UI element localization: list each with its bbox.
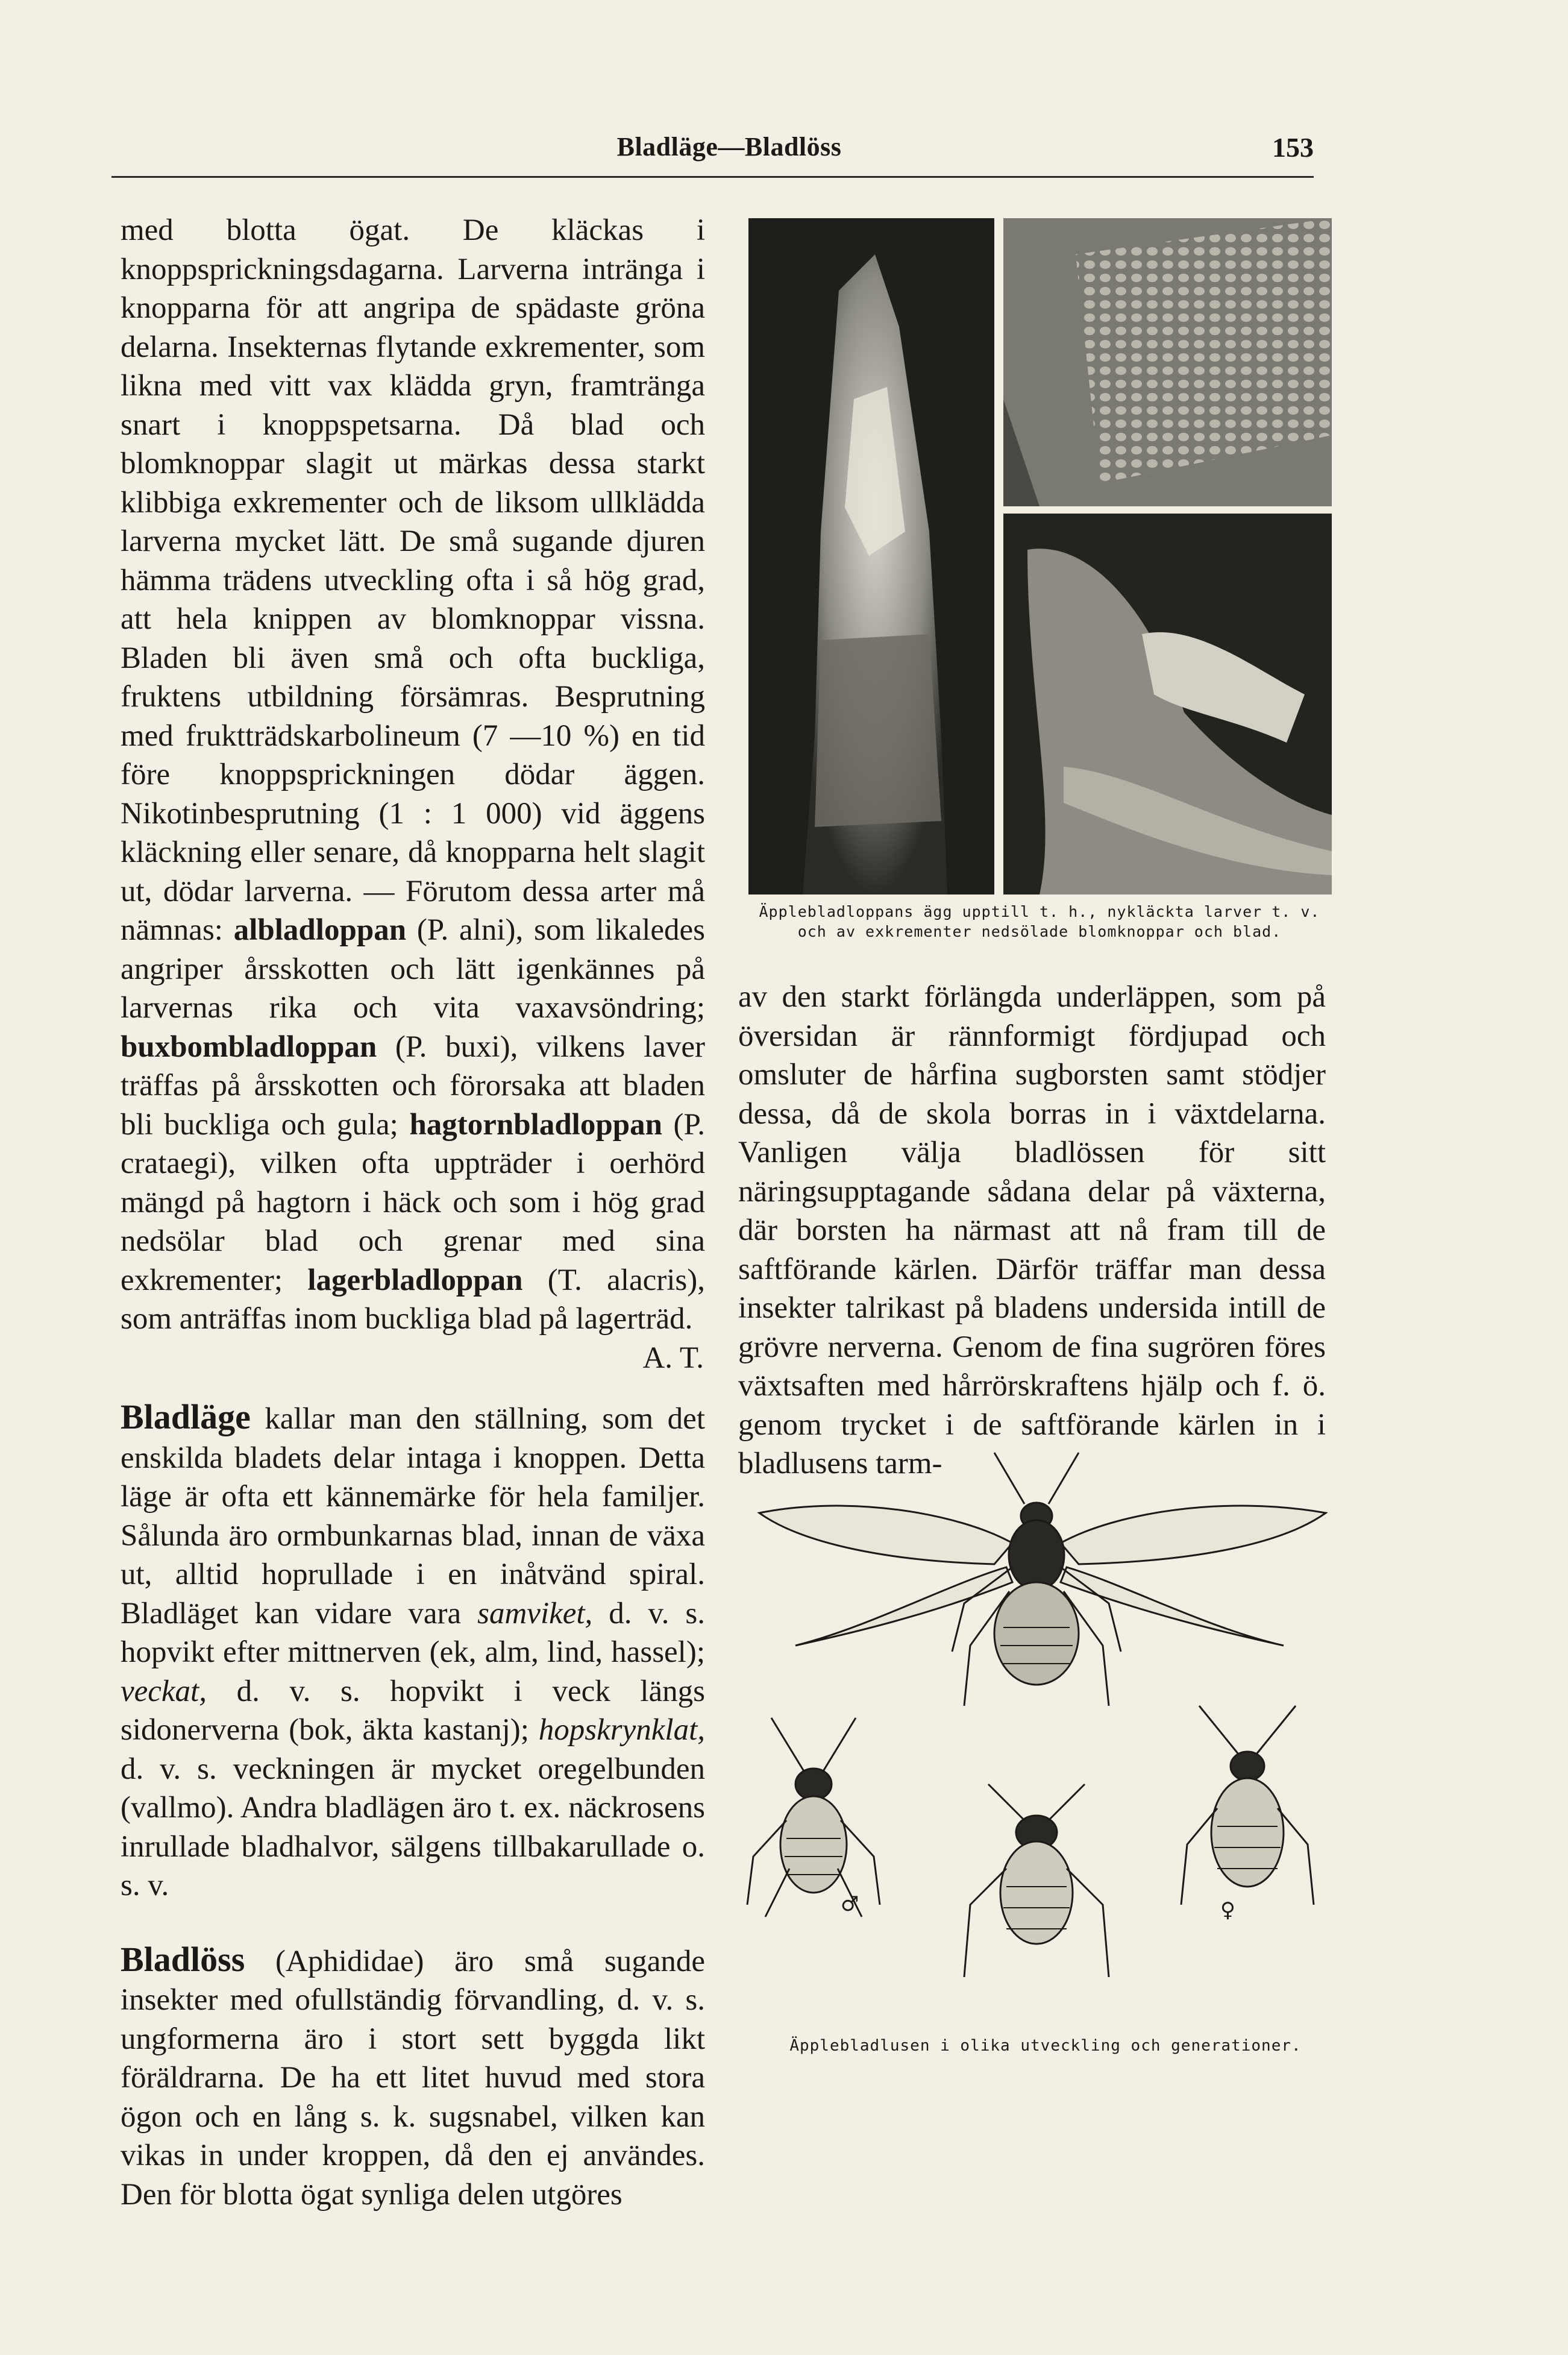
page-number: 153 [1272, 132, 1314, 163]
author-signature: A. T. [642, 1341, 704, 1375]
aphid-nymph-left-drawing [747, 1718, 880, 1917]
headword-bladloss: Bladlöss [121, 1939, 245, 1979]
term-veckat: veckat, [121, 1674, 207, 1708]
bladloss-continuation: av den starkt förlängda underläppen, som på översidan är rännformigt fördjupad och omsluter de hårfina sugborsten samt stödjer dessa, då de skola borras in i växtdelarna. Vanligen välja bladlössen för sitt näringsupptagande sådana delar på växterna, där borsten ha närmast att nå fram till de saftförande kärlen. Därför träffar man dessa insekter talrikast på bladens undersida intill de grövre nerverna. Genom de fina sugrören föres växtsaften med hårrörskraftens hjälp och f. ö. genom trycket i de saftförande kärlen in i bladlusens tarm- [738, 980, 1326, 1480]
photo-caption: Äpplebladloppans ägg upptill t. h., nykläckta larver t. v. och av exkrementer nedsölade blomknoppar och blad. [759, 903, 1320, 940]
headword-bladlage: Bladläge [121, 1397, 251, 1436]
female-symbol: ♀ [1220, 1898, 1235, 1922]
left-text-column [121, 211, 705, 2214]
running-header-title: Bladläge—Bladlöss [616, 132, 842, 162]
term-hagtornbladloppan: hagtornbladloppan [409, 1107, 662, 1142]
term-hopskrynklat: hopskrynklat, [538, 1713, 705, 1747]
photo-buds-image [1003, 514, 1332, 895]
aphid-nymph-center-drawing [964, 1784, 1109, 1977]
term-samviket: samviket, [477, 1596, 593, 1630]
photo-soiled-buds [1003, 514, 1332, 895]
entry-bladlage: Bladläge kallar man den ställning, som det enskilda bladets delar intaga i knoppen. Detta läge är ofta ett kännemärke för hela familjer. Sålunda äro ormbunkarnas blad, innan de växa ut, alltid hoprullade i en inåtvänd spiral. Bladläget kan vidare vara samviket, d. v. s. hopvikt efter mittnerven (ek, alm, lind, hassel); veckat, d. v. s. hopvikt i veck längs sidonerverna (bok, äkta kastanj); hopskrynklat, d. v. s. veckningen är mycket oregelbunden (vallmo). Andra bladlägen äro t. ex. näckrosens inrullade bladhalvor, sälgens tillbakarullade o. s. v. [121, 1397, 706, 1902]
term-buxbombladloppan: buxbombladloppan [121, 1030, 377, 1064]
bladloppan-paragraph: med blotta ögat. De kläckas i knoppsprickningsdagarna. Larverna intränga i knopparna för att angripa de spädaste gröna delarna. Insekternas flytande exkrementer, som likna med vitt vax klädda gryn, framtränga snart i knoppspetsarna. Då blad och blomknoppar slagit ut märkas dessa starkt klibbiga exkrementer och de liksom ullklädda larverna mycket lätt. De små sugande djuren hämma trädens utveckling ofta i så hög grad, att hela knippen av blomknoppar vissna. Bladen bli även små och ofta buckliga, fruktens utbildning försämras. Besprutning med fruktträdskarbolineum (7 —10 %) en tid före knoppsprickningen dödar äggen. Nikotinbesprutning (1 : 1 000) vid äggens kläckning eller senare, då knopparna helt slagit ut, dödar larverna. — Förutom dessa arter må nämnas: albladloppan (P. alni), som likaledes angriper årsskotten och lätt igenkännes på larvernas rika och vita vaxavsöndring; buxbombladloppan (P. buxi), vilkens laver träffas på årsskotten och förorsaka att bladen bli buckliga och gula; hagtornbladloppan (P. crataegi), vilken ofta uppträder i oerhörd mängd på hagtorn i häck och som i hög grad nedsölar blad och grenar med sina exkrementer; lagerbladloppan (T. alacris), som anträffas inom buckliga blad på lagerträd. A. T. [121, 211, 705, 1377]
aphid-illustration [729, 1447, 1356, 2049]
aphid-nymph-right-drawing [1181, 1706, 1314, 1905]
illustration-caption: Äpplebladlusen i olika utveckling och generationer. [789, 2037, 1302, 2055]
photo-eggs-image [1003, 218, 1332, 506]
right-text-column [738, 978, 1326, 1483]
photo-larvae-image [748, 218, 994, 895]
photo-larvae-on-bud [748, 218, 994, 895]
term-lagerbladloppan: lagerbladloppan [307, 1263, 523, 1297]
photo-eggs [1003, 218, 1332, 506]
header-rule [111, 176, 1314, 178]
entry-bladloss: Bladlöss (Aphididae) äro små sugande insekter med ofullständig förvandling, d. v. s. ungformerna äro i stort sett byggda likt föräldrarna. De ha ett litet huvud med stora ögon och en lång s. k. sugsnabel, vilken kan vikas in under kroppen, då den ej användes. Den för blotta ögat synliga delen utgöres [121, 1939, 705, 2212]
term-albladloppan: albladloppan [233, 913, 407, 947]
male-symbol: ♂ [841, 1892, 859, 1916]
winged-aphid-drawing [759, 1453, 1326, 1706]
